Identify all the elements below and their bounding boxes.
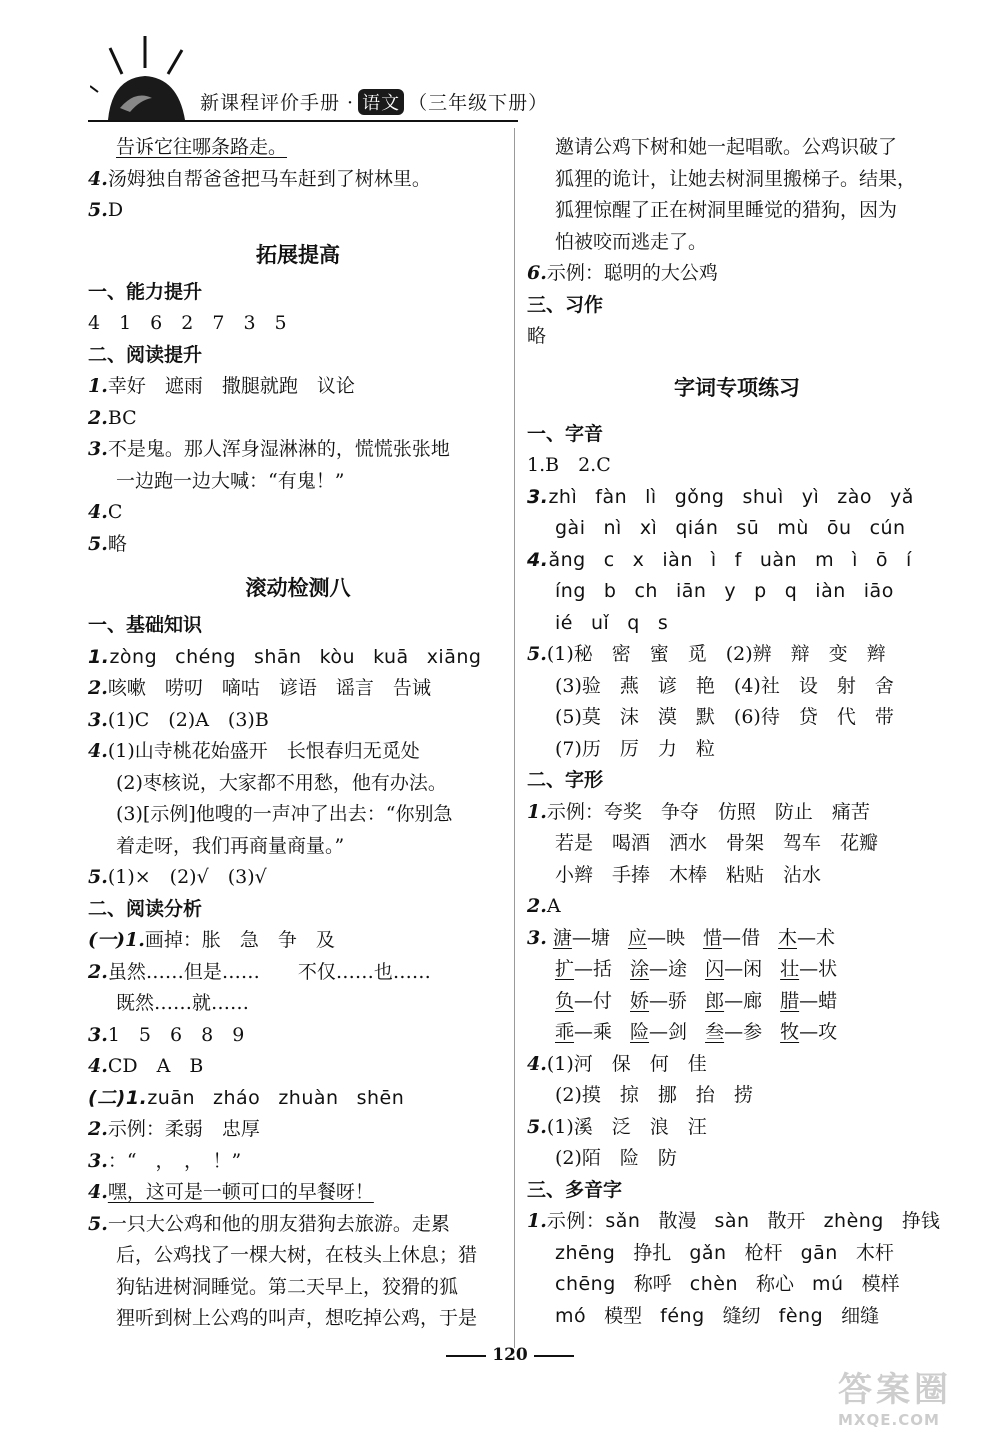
answer-line: 2.BC [88,406,137,429]
section-title-vocabulary: 字词专项练习 [674,375,800,400]
answer-line: 1.示例：sǎn 散漫 sàn 散开 zhèng 挣钱 [527,1210,940,1232]
answer-line: 邀请公鸡下树和她一起唱歌。公鸡识破了 [555,136,898,158]
answer-line: 狸听到树上公鸡的叫声，想吃掉公鸡，于是 [116,1307,478,1329]
footer-ornament [446,1355,486,1357]
pinyin-line: 1.zòng chéng shān kòu kuā xiāng [88,645,482,668]
answer-line: (5)莫 沫 漠 默 (6)待 贷 代 带 [555,706,894,728]
answer-line: chēng 称呼 chèn 称心 mú 模样 [555,1273,900,1295]
answer-line: 5.D [88,199,124,221]
section-heading: 二、字形 [527,769,604,791]
sun-logo-icon [90,28,200,128]
section-heading: 一、字音 [527,422,604,445]
answer-line: 3. 溏—塘 应—映 惜—借 木—术 [527,926,836,949]
answer-line: 4.C [88,501,123,523]
answer-line: 乖—乘 险—剑 叁—参 牧—攻 [555,1021,838,1043]
answer-line: 5.(1)溪 泛 浪 汪 [527,1115,707,1138]
pinyin-line: (二)1.zuān zháo zhuàn shēn [88,1086,405,1109]
page-number: 120 [492,1345,528,1365]
answer-line: 1.示例：夸奖 争夺 仿照 防止 痛苦 [527,800,870,823]
book-title: 新课程评价手册 · 语文 （三年级下册） [200,88,548,115]
answer-line: 4 1 6 2 7 3 5 [88,312,287,334]
answer-line: 3.(1)C (2)A (3)B [88,708,269,731]
answer-line: 既然……就…… [116,992,250,1014]
answer-line: 3.：“ ， ， ！” [88,1149,242,1172]
answer-line: (3)[示例]他嗖的一声冲了出去：“你别急 [116,803,453,825]
answer-line: 1.幸好 遮雨 撒腿就跑 议论 [88,375,355,397]
page-header [0,0,1000,135]
answer-line: 4.嘿，这可是一顿可口的早餐呀！ [88,1181,374,1203]
answer-line: mó 模型 féng 缝纫 fèng 细缝 [555,1304,880,1327]
left-column [88,132,508,1335]
watermark-url: MXQE.COM [838,1411,940,1429]
answer-line: zhēng 挣扎 gǎn 枪杆 gān 木杆 [555,1241,894,1264]
answer-line: 后，公鸡找了一棵大树，在枝头上休息；猎 [116,1244,478,1266]
answer-line: 6.示例：聪明的大公鸡 [527,262,718,284]
answer-line: 4.汤姆独自帮爸爸把马车赶到了树林里。 [88,167,431,190]
answer-line: 3.不是鬼。那人浑身湿淋淋的，慌慌张张地 [88,438,450,460]
watermark-logo: 答案圈 [838,1370,952,1410]
section-title-test-8: 滚动检测八 [245,576,351,600]
answer-line: 小辫 手捧 木棒 粘贴 沾水 [555,863,822,886]
answer-line: 5.(1)× (2)√ (3)√ [88,866,267,888]
answer-line: 2.A [527,895,561,917]
pinyin-line: 3.zhì fàn lì gǒng shuì yì zào yǎ [527,485,914,508]
answer-line: 4.CD A B [88,1055,204,1077]
answer-line: 怕被咬而逃走了。 [555,230,708,253]
answer-line: 一边跑一边大喊：“有鬼！” [116,469,345,492]
pinyin-line: íng b ch iān y p q iàn iāo [555,580,894,602]
section-heading: 二、阅读提升 [88,343,203,366]
answer-line: 告诉它往哪条路走。 [116,136,288,158]
answer-line: 1.B 2.C [527,454,611,476]
section-heading: 二、阅读分析 [88,897,203,920]
subject-badge: 语文 [358,89,404,115]
answer-line: (7)历 厉 力 粒 [555,737,715,760]
answer-line: 4.(1)河 保 何 佳 [527,1052,707,1075]
section-title-extension: 拓展提高 [256,242,340,267]
answer-line: (2)陌 险 防 [555,1147,677,1169]
answer-line: 狗钻进树洞睡觉。第二天早上，狡猾的狐 [116,1275,459,1298]
answer-line: 2.示例：柔弱 忠厚 [88,1118,260,1140]
answer-line: 5.(1)秘 密 蜜 觅 (2)辨 辩 变 辫 [527,643,886,665]
right-column [527,132,947,1332]
answer-line: 3.1 5 6 8 9 [88,1023,245,1046]
answer-line: (2)摸 掠 挪 抬 捞 [555,1084,753,1106]
column-divider [514,128,515,1348]
footer-ornament [534,1355,574,1357]
header-rule [88,120,518,122]
answer-line: 扩—括 涂—途 闪—闲 壮—状 [555,958,838,980]
answer-line: 着走呀，我们再商量商量。” [116,834,345,857]
page-footer [420,1345,600,1365]
answer-line: 5.一只大公鸡和他的朋友猎狗去旅游。走累 [88,1212,450,1235]
pinyin-line: 4.ǎng c x iàn ì f uàn m ì ō í [527,548,912,571]
answer-line: (一)1.画掉：胀 急 争 及 [88,929,335,951]
answer-line: 狐狸的诡计，让她去树洞里搬梯子。结果， [555,167,917,190]
answer-line: 略 [527,325,547,347]
section-heading: 一、能力提升 [88,280,203,303]
answer-line: 若是 喝酒 洒水 骨架 驾车 花瓣 [555,832,879,854]
answer-line: 负—付 娇—骄 郎—廊 腊—蜡 [555,989,838,1012]
answer-line: 2.虽然……但是…… 不仅……也…… [88,960,431,983]
section-heading: 三、多音字 [527,1178,623,1201]
section-heading: 三、习作 [527,293,604,316]
answer-line: 狐狸惊醒了正在树洞里睡觉的猎狗，因为 [555,199,898,221]
answer-line: 2.咳嗽 唠叨 嘀咕 谚语 谣言 告诫 [88,677,431,699]
answer-line: 5.略 [88,532,127,555]
answer-line: (3)验 燕 谚 艳 (4)社 设 射 舍 [555,674,894,697]
watermark [838,1370,998,1434]
pinyin-line: gài nì xì qián sū mù ōu cún [555,517,906,539]
section-heading: 一、基础知识 [88,614,203,636]
answer-line: (2)枣核说，大家都不用愁，他有办法。 [116,771,447,794]
pinyin-line: ié uǐ q s [555,611,669,634]
answer-line: 4.(1)山寺桃花始盛开 长恨春归无觅处 [88,740,420,762]
